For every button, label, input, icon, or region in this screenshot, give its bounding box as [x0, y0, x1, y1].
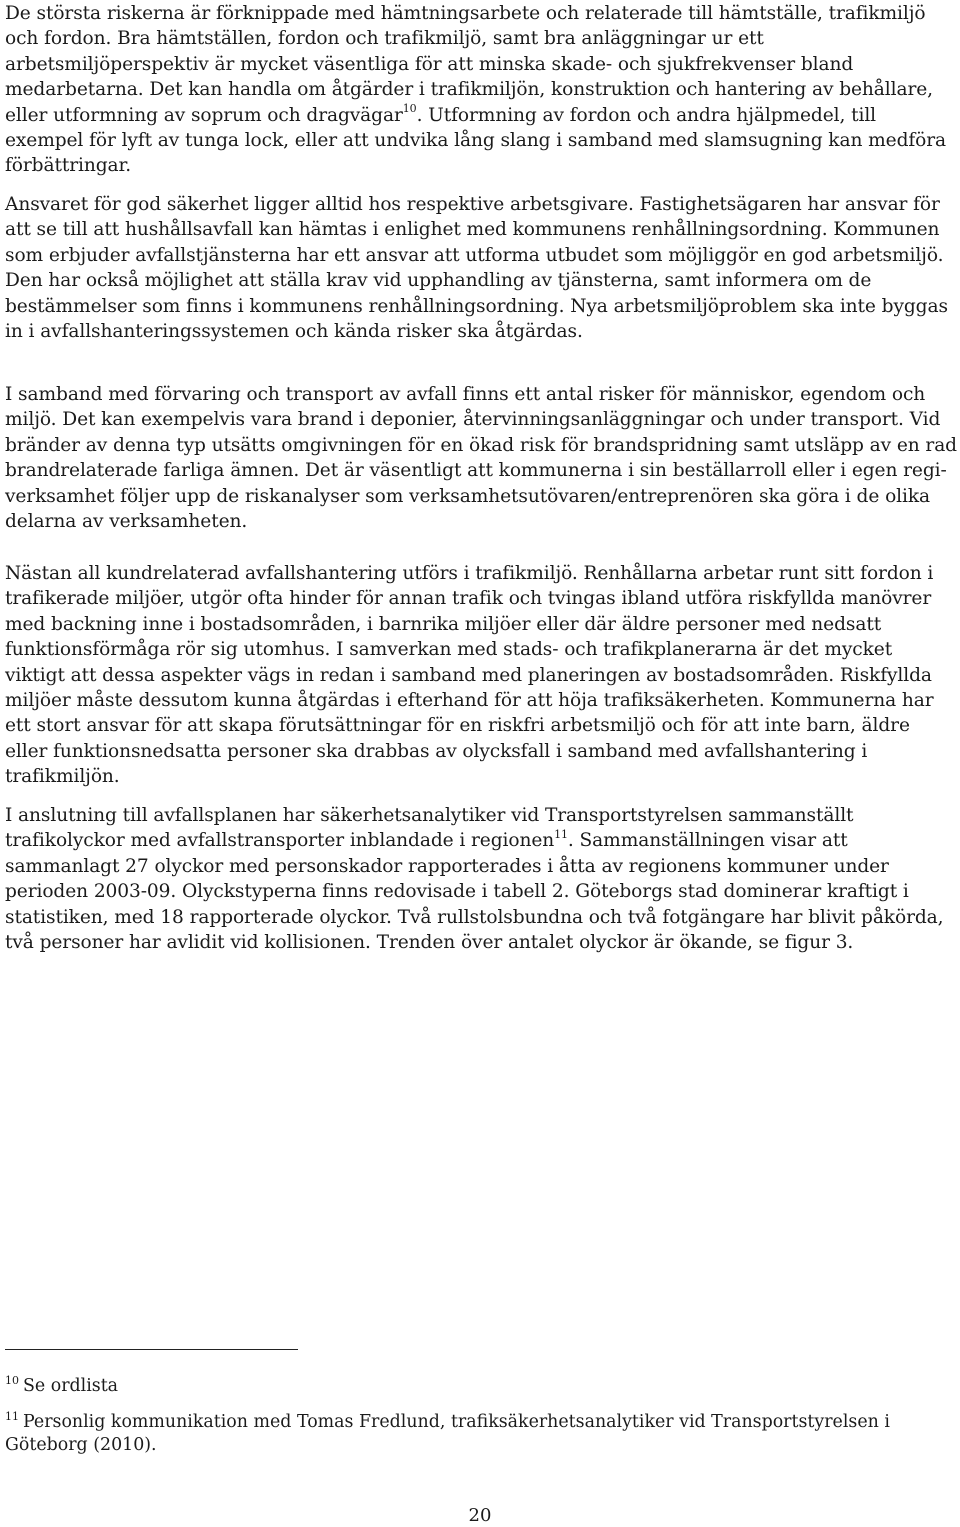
- paragraph-1-text-cont: . Utformning av fordon och andra hjälpmedel, till exempel för lyft av tunga lock, eller att undvika lång slang i samband med slamsugning kan medföra förbättringar.: [5, 104, 947, 177]
- footnote-divider: [5, 1349, 298, 1350]
- paragraph-5-text: I anslutning till avfallsplanen har säkerhetsanalytiker vid Transportstyrelsen sammanställt trafikolyckor med avfallstransporter inblandade i regionen: [5, 805, 854, 852]
- paragraph-4: Nästan all kundrelaterad avfallshantering utförs i trafikmiljö. Renhållarna arbetar runt sitt fordon i trafikerade miljöer, utgör ofta hinder för annan trafik och tvingas ibland utföra riskfyllda manövrer med backning inne i bostadsområden, i barnrika miljöer eller där äldre personer med nedsatt funktionsförmåga rör sig utomhus. I samverkan med stads- och trafikplanerarna är det mycket viktigt att dessa aspekter vägs in redan i samband med planeringen av bostadsområden. Riskfyllda miljöer måste dessutom kunna åtgärdas i efterhand för att höja trafiksäkerheten. Kommunerna har ett stort ansvar för att skapa förutsättningar för en riskfri arbetsmiljö och för att inte barn, äldre eller funktionsnedsatta personer ska drabbas av olycksfall i samband med avfallshantering i trafikmiljön.: [5, 563, 934, 788]
- paragraph-3: I samband med förvaring och transport av avfall finns ett antal risker för människor, egendom och miljö. Det kan exempelvis vara brand i deponier, återvinningsanläggningar och under transport. Vid bränder av denna typ utsätts omgivningen för en ökad risk för brandspridning samt utsläpp av en rad brandrelaterade farliga ämnen. Det är väsentligt att kommunerna i sin beställarroll eller i egen regi-verksamhet följer upp de riskanalyser som verksamhetsutövaren/entreprenören ska göra i de olika delarna av verksamheten.: [5, 384, 957, 533]
- footnote-text: Se ordlista: [23, 1376, 119, 1396]
- footnote-11: [5, 1411, 955, 1457]
- footnote-number: 10: [5, 1374, 19, 1388]
- page-number: 20: [468, 1505, 492, 1526]
- paragraph-5-text-cont: . Sammanställningen visar att sammanlagt 27 olyckor med personskador rapporterades i åtta av regionens kommuner under perioden 2003-09. Olyckstyperna finns redovisade i tabell 2. Göteborgs stad dominerar kraftigt i statistiken, med 18 rapporterade olyckor. Två rullstolsbundna och två fotgängare har blivit påkörda, två personer har avlidit vid kollisionen. Trenden över antalet olyckor är ökande, se figur 3.: [5, 830, 944, 954]
- paragraph-5: [5, 803, 957, 955]
- footnote-text: Personlig kommunikation med Tomas Fredlund, trafiksäkerhetsanalytiker vid Transportstyrelsen i Göteborg (2010).: [5, 1412, 890, 1455]
- paragraph-1: [5, 1, 957, 179]
- footnote-number: 11: [5, 1410, 19, 1424]
- footnote-ref-10[interactable]: 10: [402, 102, 417, 116]
- paragraph-1-text: De största riskerna är förknippade med hämtningsarbete och relaterade till hämtställe, trafikmiljö och fordon. Bra hämtställen, fordon och trafikmiljö, samt bra anläggningar ur ett arbetsmiljöperspektiv är mycket väsentliga för att minska skade- och sjukfrekvenser bland medarbetarna. Det kan handla om åtgärder i trafikmiljön, konstruktion och hantering av behållare, eller utformning av soprum och dragvägar: [5, 3, 933, 126]
- footnote-10: [5, 1375, 955, 1398]
- paragraph-2: Ansvaret för god säkerhet ligger alltid hos respektive arbetsgivare. Fastighetsägaren har ansvar för att se till att hushållsavfall kan hämtas i enlighet med kommunens renhållningsordning. Kommunen som erbjuder avfallstjänsterna har ett ansvar att utforma utbudet som möjliggör en god arbetsmiljö. Den har också möjlighet att ställa krav vid upphandling av tjänsterna, samt informera om de bestämmelser som finns i kommunens renhållningsordning. Nya arbetsmiljöproblem ska inte byggas in i avfallshanteringssystemen och kända risker ska åtgärdas.: [5, 194, 948, 343]
- footnote-ref-11[interactable]: 11: [554, 828, 568, 842]
